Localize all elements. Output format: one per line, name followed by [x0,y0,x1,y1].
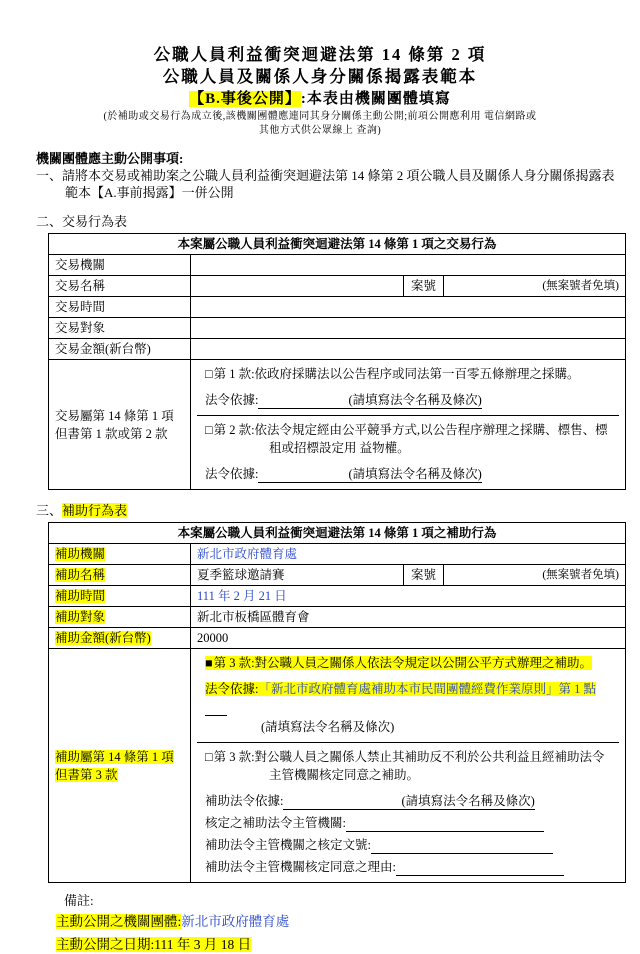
clause-row [49,360,626,490]
option-text: 第 3 款:對公職人員之關係人依法令規定以公開公平方式辦理之補助。 [213,656,593,670]
law-basis-hint: (請填寫法令名稱及條次) [348,393,482,407]
approval-reason-label: 補助法令主管機關核定同意之理由: [205,860,396,874]
disclosure-item-1 [36,167,622,201]
law-basis-hint: (請填寫法令名稱及條次) [348,467,482,481]
checkbox-unchecked-icon: □ [205,423,213,437]
clause-label-line1: 補助屬第 14 條第 1 項 [55,749,174,764]
table-row [49,276,626,297]
subsidy-table-title: 本案屬公職人員利益衝突迴避法第 14 條第 1 項之補助行為 [49,523,626,544]
clause-option-1 [197,360,619,415]
item-text: 請將本交易或補助案之公職人員利益衝突迴避法第 14 條第 2 項公職人員及關係人身分關係揭露表範本【A.事前揭露】一併公開 [62,168,615,200]
publishing-date-value: 111 年 3 月 18 日 [154,937,252,952]
case-number-hint: (無案號者免填) [444,276,626,297]
row-label: 交易對象 [49,318,191,339]
section-number: 二、 [36,214,63,229]
clause-label [49,360,191,490]
table-row [49,565,626,586]
clause-option-1 [197,649,619,742]
publishing-org-line [56,912,640,931]
clause-option-2 [197,415,619,489]
table-row [49,339,626,360]
row-label: 補助對象 [49,607,191,628]
option-text: 第 1 款:依政府採購法以公告程序或同法第一百零五條辦理之採購。 [213,367,580,381]
row-value: 20000 [191,628,626,649]
row-label: 交易時間 [49,297,191,318]
publishing-org-label: 主動公開之機關團體: [56,914,182,929]
approver-label: 核定之補助法令主管機關: [205,816,346,830]
publish-type-badge: 【B.事後公開】 [189,91,301,107]
law-basis-hint: (請填寫法令名稱及條次) [261,720,395,734]
approval-reason-line [205,858,611,876]
clause-label [49,649,191,883]
clause-options [191,360,626,490]
law-basis-line [205,391,611,409]
transaction-table-title: 本案屬公職人員利益衝突迴避法第 14 條第 1 項之交易行為 [49,234,626,255]
row-label: 補助機關 [49,544,191,565]
law-basis-label: 補助法令依據: [205,794,284,808]
row-label: 交易金額(新台幣) [49,339,191,360]
table-row [49,297,626,318]
subsidy-section-heading [36,502,640,519]
checkbox-unchecked-icon: □ [205,750,213,764]
transaction-section-heading [36,213,640,230]
clause-label-line2: 但書第 3 款 [55,767,118,782]
clause-options [191,649,626,883]
clause-row [49,649,626,883]
clause-label-line2: 但書第 1 款或第 2 款 [55,426,168,441]
table-row [49,607,626,628]
publishing-date-label: 主動公開之日期: [56,937,155,952]
subsidy-table [48,522,626,883]
transaction-table [48,233,626,490]
table-row [49,255,626,276]
publishing-org-value: 新北市政府體育處 [181,914,290,929]
row-value [191,297,626,318]
row-label: 交易機關 [49,255,191,276]
row-value: 新北市政府體育處 [191,544,626,565]
option-text: 第 2 款:依法令規定經由公平競爭方式,以公告程序辦理之採購、標售、標租或招標設定用 益物權。 [213,423,608,455]
section-number: 三、 [36,503,63,518]
law-basis-label: 法令依據: [205,682,259,696]
row-value [191,339,626,360]
checkbox-checked-icon: ■ [205,656,213,670]
row-value: 111 年 2 月 21 日 [191,586,626,607]
law-basis-value: 「新北市政府體育處補助本市民間團體經費作業原則」第 1 點 [258,682,596,696]
publishing-date-line [56,935,640,954]
row-label: 交易名稱 [49,276,191,297]
clause-label-line1: 交易屬第 14 條第 1 項 [55,408,174,423]
law-basis-hint: (請填寫法令名稱及條次) [401,794,535,808]
publish-type-suffix: :本表由機關團體填寫 [300,91,451,107]
law-basis-line [205,680,611,716]
clause-option-2 [197,742,619,882]
disclosure-heading: 機關團體應主動公開事項: [36,151,184,166]
page-title-line2: 公職人員及關係人身分關係揭露表範本 [162,67,478,86]
item-number: 一、 [36,168,63,183]
page-title-line3 [0,89,640,110]
row-value [191,255,626,276]
table-row [49,318,626,339]
table-row [49,544,626,565]
page-title-line1: 公職人員利益衝突迴避法第 14 條第 2 項 [153,45,487,64]
remark-label: 備註: [64,893,94,908]
row-label: 補助金額(新台幣) [49,628,191,649]
law-basis-line [205,465,611,483]
header-note-line2: 其他方式供公眾線上 查詢) [258,124,382,136]
case-number-label: 案號 [404,565,444,586]
row-label: 補助名稱 [49,565,191,586]
approver-line [205,814,611,832]
row-value: 夏季籃球邀請賽 [191,565,404,586]
row-value: 新北市板橋區體育會 [191,607,626,628]
table-title-row [49,523,626,544]
row-label: 補助時間 [49,586,191,607]
case-number-label: 案號 [404,276,444,297]
section-title: 補助行為表 [62,503,128,518]
doc-number-label: 補助法令主管機關之核定文號: [205,838,371,852]
subsidy-law-basis-line [205,792,611,810]
case-number-hint: (無案號者免填) [444,565,626,586]
checkbox-unchecked-icon: □ [205,367,213,381]
row-value [191,276,404,297]
law-basis-label: 法令依據: [205,467,259,481]
row-value [191,318,626,339]
doc-number-line [205,836,611,854]
table-row [49,628,626,649]
header-note-line1: (於補助或交易行為成立後,該機關團體應連同其身分關係主動公開;前項公開應利用 電信網路或 [103,111,537,122]
law-basis-label: 法令依據: [205,393,259,407]
table-row [49,586,626,607]
option-text: 第 3 款:對公職人員之關係人禁止其補助反不利於公共利益且經補助法令主管機關核定同意之補助。 [213,750,605,782]
section-title: 交易行為表 [62,214,128,229]
table-title-row [49,234,626,255]
